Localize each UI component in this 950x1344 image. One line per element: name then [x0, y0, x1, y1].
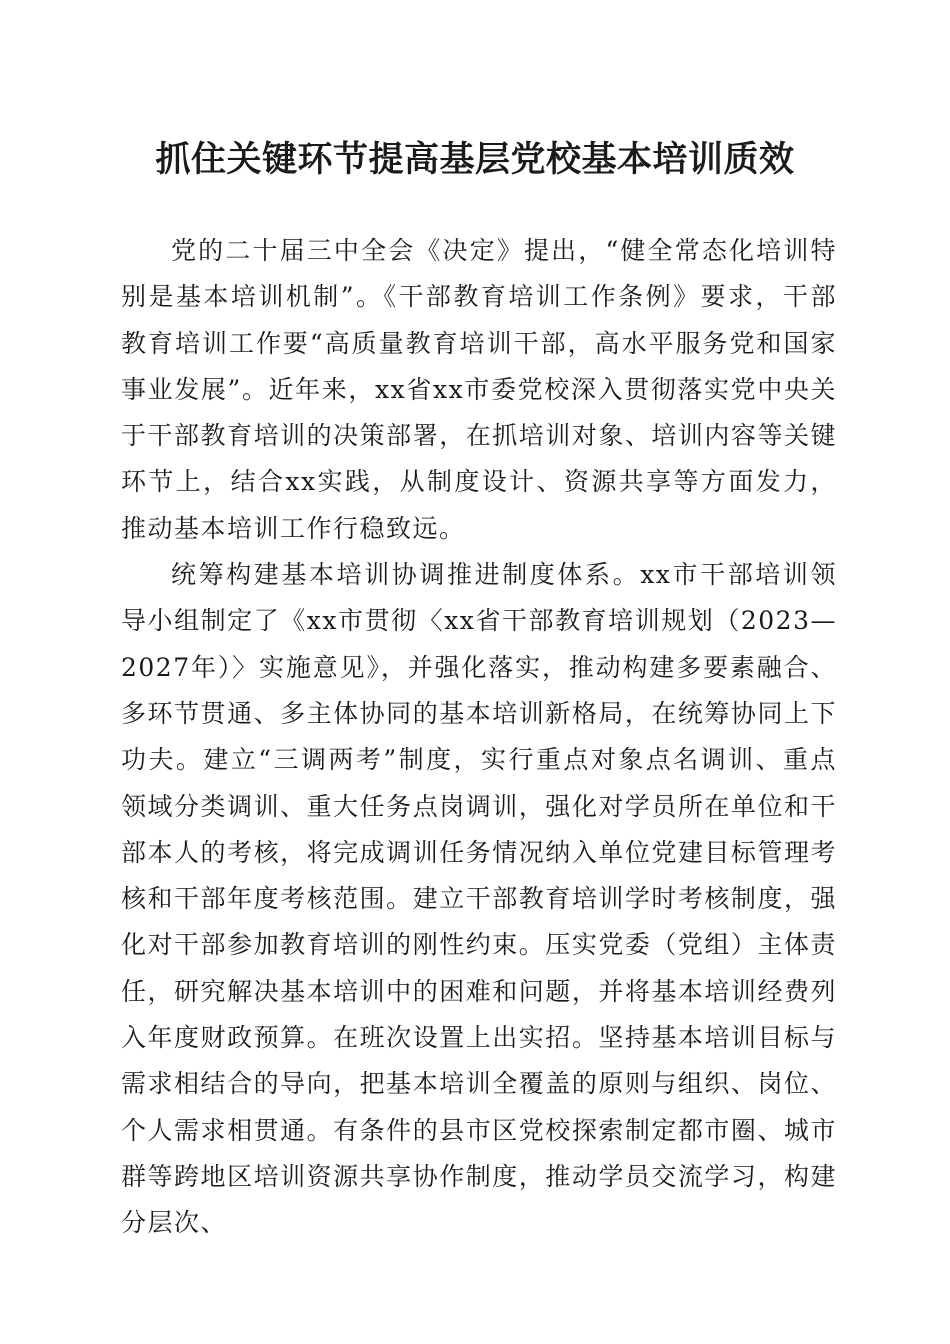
paragraph-intro: 党的二十届三中全会《决定》提出，“健全常态化培训特别是基本培训机制”。《干部教育培训工作条例》要求，干部教育培训工作要“高质量教育培训干部，高水平服务党和国家事业发展”。近年来，xx省xx市委党校深入贯彻落实党中央关于干部教育培训的决策部署，在抓培训对象、培训内容等关键环节上，结合xx实践，从制度设计、资源共享等方面发力，推动基本培训工作行稳致远。 — [121, 236, 837, 543]
document-body — [121, 228, 837, 1247]
document-title: 抓住关键环节提高基层党校基本培训质效 — [155, 139, 795, 180]
paragraph-system-building: 统筹构建基本培训协调推进制度体系。xx市干部培训领导小组制定了《xx市贯彻〈xx省干部教育培训规划（2023—2027年）〉实施意见》，并强化落实，推动构建多要素融合、多环节贯通、多主体协同的基本培训新格局，在统筹协同上下功夫。建立“三调两考”制度，实行重点对象点名调训、重点领域分类调训、重大任务点岗调训，强化对学员所在单位和干部本人的考核，将完成调训任务情况纳入单位党建目标管理考核和干部年度考核范围。建立干部教育培训学时考核制度，强化对干部参加教育培训的刚性约束。压实党委（党组）主体责任，研究解决基本培训中的困难和问题，并将基本培训经费列入年度财政预算。在班次设置上出实招。坚持基本培训目标与需求相结合的导向，把基本培训全覆盖的原则与组织、岗位、个人需求相贯通。有条件的县市区党校探索制定都市圈、城市群等跨地区培训资源共享协作制度，推动学员交流学习，构建分层次、 — [121, 560, 837, 1238]
